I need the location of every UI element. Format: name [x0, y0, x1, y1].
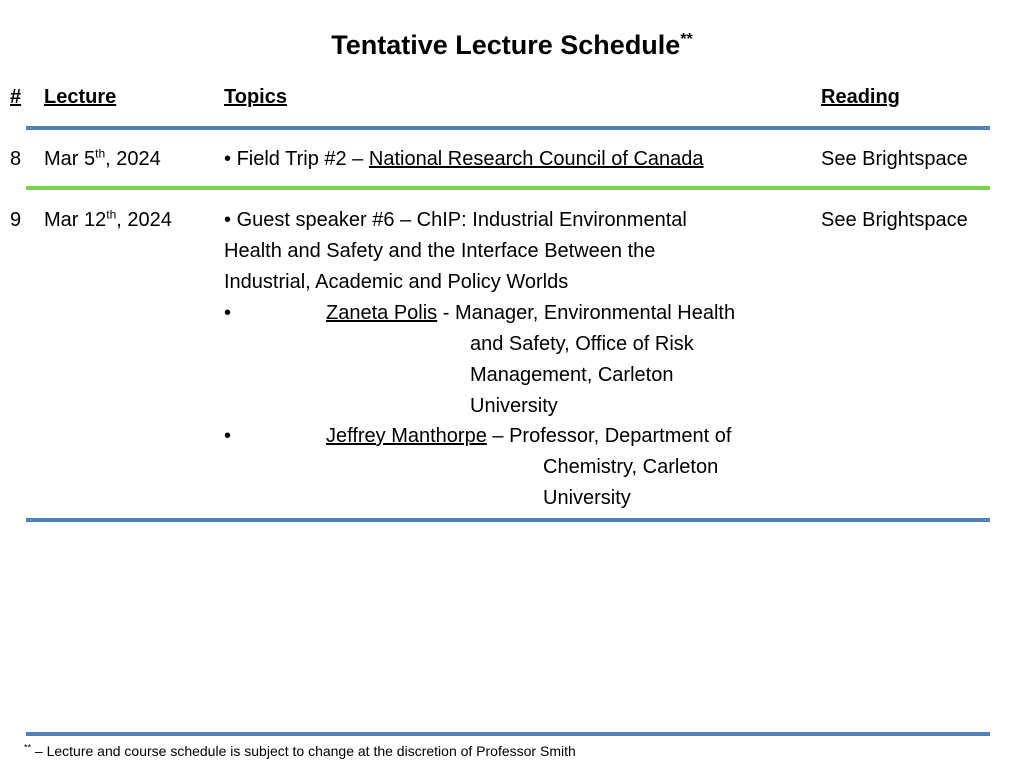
row-9-topic-line-3: Industrial, Academic and Policy Worlds [224, 271, 569, 293]
row-divider [26, 186, 990, 190]
row-9-topic-line-1 [224, 205, 687, 236]
footer-divider [26, 732, 990, 736]
row-8-topic-prefix: Field Trip #2 – [236, 148, 369, 170]
header-reading: Reading [821, 86, 900, 108]
speaker-2-sep: – [486, 425, 510, 447]
row-9-topic [224, 205, 687, 298]
speaker-2-role-rest [543, 452, 718, 514]
nrc-link[interactable]: National Research Council of Canada [368, 148, 704, 170]
row-8-topic [224, 144, 704, 175]
title-footnote-mark: ** [680, 31, 693, 48]
row-8-date-sup: th [95, 146, 106, 161]
speaker-1-role-line-4: University [470, 395, 558, 417]
speaker-1-role-rest [470, 329, 694, 422]
row-8-topic-bullet: • [224, 148, 232, 170]
speaker-1-role-line-2: and Safety, Office of Risk [470, 333, 694, 355]
row-9-date-sup: th [106, 207, 117, 222]
speaker-2-role-line-2: Chemistry, Carleton [543, 456, 719, 478]
speaker-1-bullet: • [224, 302, 232, 324]
speaker-1-sep: - [437, 302, 455, 324]
header-lecture: Lecture [44, 86, 117, 108]
speaker-2-role-line-3: University [543, 487, 631, 509]
table-bottom-divider [26, 518, 990, 522]
page-title [0, 30, 1024, 61]
speaker-2-name-link[interactable]: Jeffrey Manthorpe [326, 425, 487, 447]
speaker-2-line [326, 421, 731, 452]
row-8-reading: See Brightspace [821, 148, 968, 170]
row-9-topic-line-2: Health and Safety and the Interface Between the [224, 240, 656, 262]
row-9-reading: See Brightspace [821, 209, 968, 231]
speaker-1-name-link[interactable]: Zaneta Polis [326, 302, 438, 324]
row-9-topic-line-1-text: Guest speaker #6 – ChIP: Industrial Environmental [236, 209, 687, 231]
speaker-1-role-line-3: Management, Carleton [470, 364, 674, 386]
header-divider [26, 126, 990, 130]
row-8-date [44, 144, 161, 175]
footnote [24, 743, 576, 759]
speaker-1-line [326, 298, 735, 329]
row-9-date [44, 205, 172, 236]
speaker-2-bullet: • [224, 425, 232, 447]
row-9-date-main: Mar 12 [44, 209, 107, 231]
speaker-1-role-line-1: Manager, Environmental Health [454, 302, 736, 324]
row-8-date-year: , 2024 [105, 148, 161, 170]
row-9-topic-bullet: • [224, 209, 232, 231]
row-8-num: 8 [10, 148, 22, 170]
row-9-num: 9 [10, 209, 22, 231]
page-title-text: Tentative Lecture Schedule [331, 30, 681, 60]
row-9-date-year: , 2024 [116, 209, 172, 231]
footnote-mark: ** [24, 742, 32, 753]
header-num: # [10, 86, 22, 108]
footnote-text: – Lecture and course schedule is subject to change at the discretion of Professor Smith [31, 743, 576, 759]
speaker-2-role-line-1: Professor, Department of [509, 425, 732, 447]
row-8-date-main: Mar 5 [44, 148, 96, 170]
header-topics: Topics [224, 86, 287, 108]
